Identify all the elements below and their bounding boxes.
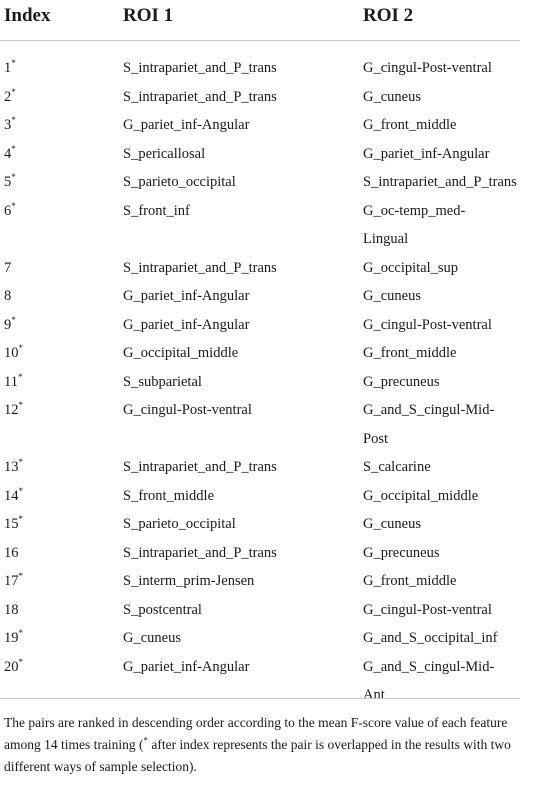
index-value: 9: [4, 316, 12, 333]
table-row: [0, 83, 534, 112]
table-row: [0, 54, 534, 83]
cell-index: [4, 168, 16, 197]
index-value: 15: [4, 516, 19, 532]
cell-roi1: S_intrapariet_and_P_trans: [123, 259, 277, 276]
footnote-asterisk: *: [143, 735, 148, 746]
overlap-marker: *: [18, 571, 23, 582]
roi2-line: G_pariet_inf-Angular: [363, 145, 490, 162]
cell-roi2: [363, 339, 528, 368]
cell-index: [4, 197, 16, 226]
cell-roi2: [363, 624, 528, 653]
cell-index: [4, 254, 11, 283]
cell-index: [4, 311, 16, 340]
cell-roi1: G_occipital_middle: [123, 345, 239, 361]
cell-roi1: G_cuneus: [123, 630, 181, 646]
overlap-marker: *: [11, 58, 16, 69]
cell-index: [4, 140, 16, 169]
table-row: [0, 111, 534, 140]
cell-roi2: [363, 254, 528, 283]
index-value: 19: [4, 630, 19, 646]
roi2-line: G_front_middle: [363, 573, 457, 589]
roi2-line-continued: Lingual: [363, 231, 409, 247]
table-row: [0, 567, 534, 596]
overlap-marker: *: [18, 514, 23, 525]
cell-roi2: [363, 482, 528, 511]
table-row: [0, 653, 534, 710]
cell-roi1: G_cingul-Post-ventral: [123, 402, 252, 418]
cell-roi2: [363, 368, 528, 397]
table-row: [0, 368, 534, 397]
roi2-line: G_and_S_cingul-Mid-: [363, 402, 495, 418]
overlap-marker: *: [18, 400, 23, 411]
index-value: 2: [4, 88, 12, 105]
table-row: [0, 197, 534, 254]
overlap-marker: *: [17, 371, 23, 382]
header-roi2: ROI 2: [363, 5, 414, 26]
header-index: Index: [4, 5, 51, 26]
cell-index: [4, 83, 16, 112]
overlap-marker: *: [11, 143, 16, 154]
index-value: 10: [4, 345, 19, 361]
table-row: [0, 624, 534, 653]
roi2-line: S_intrapariet_and_P_trans: [363, 174, 517, 190]
overlap-marker: *: [18, 485, 23, 496]
cell-roi2: [363, 567, 528, 596]
cell-roi1: S_front_inf: [123, 202, 190, 219]
cell-roi1: G_pariet_inf-Angular: [123, 316, 250, 333]
cell-index: [4, 111, 16, 140]
overlap-marker: *: [11, 200, 16, 211]
index-value: 8: [4, 288, 12, 304]
cell-index: [4, 596, 19, 625]
cell-roi1: S_front_middle: [123, 487, 215, 504]
index-value: 7: [4, 259, 12, 276]
table-row: [0, 596, 534, 625]
roi2-line: G_cingul-Post-ventral: [363, 601, 492, 618]
cell-index: [4, 653, 23, 682]
roi2-line-continued: Ant: [363, 687, 385, 703]
cell-roi1: S_intrapariet_and_P_trans: [123, 459, 277, 475]
index-value: 13: [4, 459, 19, 475]
roi2-line: G_cingul-Post-ventral: [363, 316, 492, 333]
index-value: 17: [4, 573, 19, 589]
overlap-marker: *: [11, 115, 16, 126]
cell-index: [4, 339, 23, 368]
index-value: 6: [4, 202, 12, 219]
overlap-marker: *: [18, 656, 23, 667]
cell-roi1: S_intrapariet_and_P_trans: [123, 60, 277, 76]
index-value: 5: [4, 174, 12, 190]
cell-roi1: S_pericallosal: [123, 145, 206, 162]
roi2-line: G_oc-temp_med-: [363, 202, 466, 219]
roi2-line: G_cingul-Post-ventral: [363, 60, 492, 76]
index-value: 12: [4, 402, 19, 418]
cell-roi2: [363, 168, 528, 197]
table-header: [0, 0, 534, 40]
roi2-line: G_cuneus: [363, 288, 421, 304]
cell-roi2: [363, 197, 528, 254]
overlap-marker: *: [11, 86, 16, 97]
cell-roi1: S_subparietal: [123, 373, 202, 390]
table-body: [0, 54, 534, 710]
roi2-line: G_occipital_sup: [363, 259, 459, 276]
cell-index: [4, 54, 16, 83]
index-value: 20: [4, 658, 19, 675]
cell-roi2: [363, 54, 528, 83]
header-divider: [0, 40, 520, 41]
table-row: [0, 482, 534, 511]
roi2-line: G_and_S_occipital_inf: [363, 630, 498, 646]
cell-roi1: S_postcentral: [123, 601, 202, 618]
cell-index: [4, 453, 23, 482]
table-bottom-divider: [0, 698, 520, 699]
cell-index: [4, 567, 23, 596]
cell-roi2: [363, 282, 528, 311]
roi2-line-continued: Post: [363, 430, 388, 447]
roi2-line: G_cuneus: [363, 516, 421, 532]
table-row: [0, 311, 534, 340]
table-row: [0, 282, 534, 311]
cell-index: [4, 368, 22, 397]
footnote-text-after: after index represents the pair is overlapped in the results with two different ways of sample selection).: [4, 737, 511, 774]
cell-roi1: G_pariet_inf-Angular: [123, 117, 250, 133]
overlap-marker: *: [18, 457, 23, 468]
cell-roi1: S_parieto_occipital: [123, 516, 236, 532]
cell-roi2: [363, 311, 528, 340]
index-value: 11: [4, 373, 18, 390]
table-row: [0, 453, 534, 482]
cell-roi1: S_intrapariet_and_P_trans: [123, 544, 277, 561]
footnote-text-before: The pairs are ranked in descending order according to the mean F-score value of each feature among 14 times training (: [4, 715, 508, 752]
overlap-marker: *: [18, 628, 23, 639]
cell-roi2: [363, 453, 528, 482]
cell-roi2: [363, 653, 528, 710]
roi2-line: G_precuneus: [363, 544, 440, 561]
cell-roi2: [363, 539, 528, 568]
index-value: 4: [4, 145, 12, 162]
cell-index: [4, 282, 11, 311]
table-row: [0, 254, 534, 283]
index-value: 14: [4, 487, 19, 504]
overlap-marker: *: [11, 172, 16, 183]
roi2-line: G_front_middle: [363, 345, 457, 361]
index-value: 18: [4, 601, 19, 618]
table-row: [0, 339, 534, 368]
cell-roi1: G_pariet_inf-Angular: [123, 658, 250, 675]
cell-roi2: [363, 396, 528, 453]
cell-roi2: [363, 83, 528, 112]
cell-roi1: S_intrapariet_and_P_trans: [123, 88, 277, 105]
cell-index: [4, 482, 23, 511]
overlap-marker: *: [11, 314, 16, 325]
cell-roi2: [363, 596, 528, 625]
roi2-line: G_cuneus: [363, 88, 421, 105]
overlap-marker: *: [18, 343, 23, 354]
table-row: [0, 140, 534, 169]
index-value: 3: [4, 117, 12, 133]
cell-roi2: [363, 111, 528, 140]
cell-roi1: S_parieto_occipital: [123, 174, 236, 190]
roi2-line: G_precuneus: [363, 373, 440, 390]
table-row: [0, 539, 534, 568]
cell-index: [4, 539, 19, 568]
roi2-line: G_occipital_middle: [363, 487, 479, 504]
cell-index: [4, 624, 23, 653]
roi2-line: G_front_middle: [363, 117, 457, 133]
roi2-line: S_calcarine: [363, 459, 431, 475]
index-value: 16: [4, 544, 19, 561]
cell-roi2: [363, 510, 528, 539]
index-value: 1: [4, 60, 12, 76]
table-footnote: [4, 712, 524, 778]
cell-roi1: G_pariet_inf-Angular: [123, 288, 250, 304]
cell-index: [4, 510, 23, 539]
table-row: [0, 396, 534, 453]
table-row: [0, 510, 534, 539]
roi2-line: G_and_S_cingul-Mid-: [363, 658, 495, 675]
cell-roi1: S_interm_prim-Jensen: [123, 573, 255, 589]
cell-roi2: [363, 140, 528, 169]
header-roi1: ROI 1: [123, 5, 174, 26]
cell-index: [4, 396, 23, 425]
table-row: [0, 168, 534, 197]
